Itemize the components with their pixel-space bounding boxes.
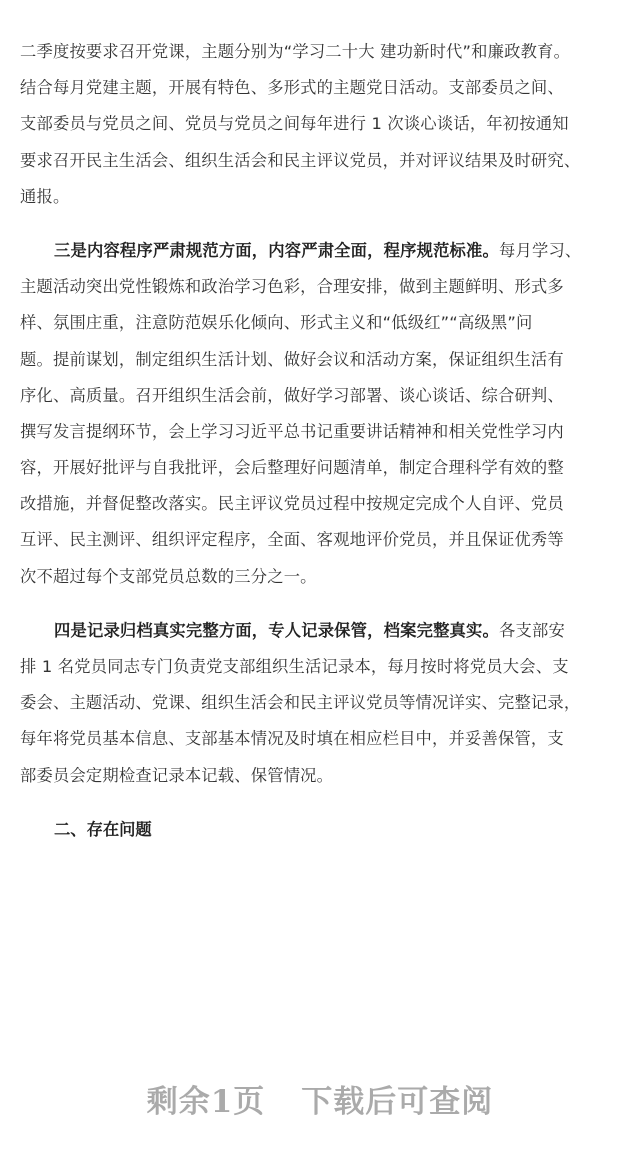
text-line: 部委员会定期检查记录本记载、保管情况。 [20, 765, 334, 785]
document-body [20, 0, 622, 848]
text-line: 委会、主题活动、党课、组织生活会和民主评议党员等情况详实、完整记录， [20, 693, 581, 713]
paragraph-first-line-rest: 每月学习、 [499, 240, 582, 260]
text-line: 次不超过每个支部党员总数的三分之一。 [20, 566, 317, 586]
text-line: 容，开展好批评与自我批评，会后整理好问题清单，制定合理科学有效的整 [20, 458, 564, 478]
text-line: 改措施，并督促整改落实。民主评议党员过程中按规定完成个人自评、党员 [20, 494, 564, 514]
remaining-pages-text: 剩余1页 [146, 1084, 266, 1120]
text-line: 二季度按要求召开党课，主题分别为“学习二十大 建功新时代”和廉政教育。 [20, 42, 571, 61]
download-prompt-banner[interactable] [0, 1076, 640, 1121]
paragraph-lead-bold: 三是内容程序严肃规范方面，内容严肃全面，程序规范标准。 [54, 240, 499, 260]
paragraph-first-line [20, 613, 622, 649]
paragraph-records [20, 613, 622, 794]
text-line: 排 1 名党员同志专门负责党支部组织生活记录本，每月按时将党员大会、支 [20, 657, 569, 676]
text-line: 支部委员与党员之间、党员与党员之间每年进行 1 次谈心谈话，年初按通知 [20, 114, 569, 134]
text-line: 通报。 [20, 186, 70, 206]
text-line: 样、氛围庄重，注意防范娱乐化倾向、形式主义和“低级红”“高级黑”问 [20, 313, 533, 333]
text-line: 结合每月党建主题，开展有特色、多形式的主题党日活动。支部委员之间、 [20, 78, 564, 98]
text-line: 序化、高质量。召开组织生活会前，做好学习部署、谈心谈话、综合研判、 [20, 385, 564, 405]
text-line: 每年将党员基本信息、支部基本情况及时填在相应栏目中，并妥善保管，支 [20, 729, 564, 749]
paragraph-lead-bold: 四是记录归档真实完整方面，专人记录保管，档案完整真实。 [54, 620, 499, 640]
download-hint-text: 下载后可查阅 [301, 1084, 494, 1120]
text-line: 题。提前谋划，制定组织生活计划、做好会议和活动方案，保证组织生活有 [20, 349, 564, 369]
paragraph-procedure [20, 233, 622, 595]
paragraph-first-line [20, 233, 622, 269]
text-line: 互评、民主测评、组织评定程序，全面、客观地评价党员，并且保证优秀等 [20, 530, 564, 550]
text-line: 要求召开民主生活会、组织生活会和民主评议党员，并对评议结果及时研究、 [20, 150, 581, 170]
text-line: 主题活动突出党性锻炼和政治学习色彩，合理安排，做到主题鲜明、形式多 [20, 277, 564, 297]
section-heading: 二、存在问题 [54, 819, 152, 839]
paragraph-meetings [20, 0, 622, 215]
paragraph-first-line-rest: 各支部安 [499, 620, 565, 640]
text-line: 撰写发言提纲环节，会上学习习近平总书记重要讲话精神和相关党性学习内 [20, 421, 564, 441]
